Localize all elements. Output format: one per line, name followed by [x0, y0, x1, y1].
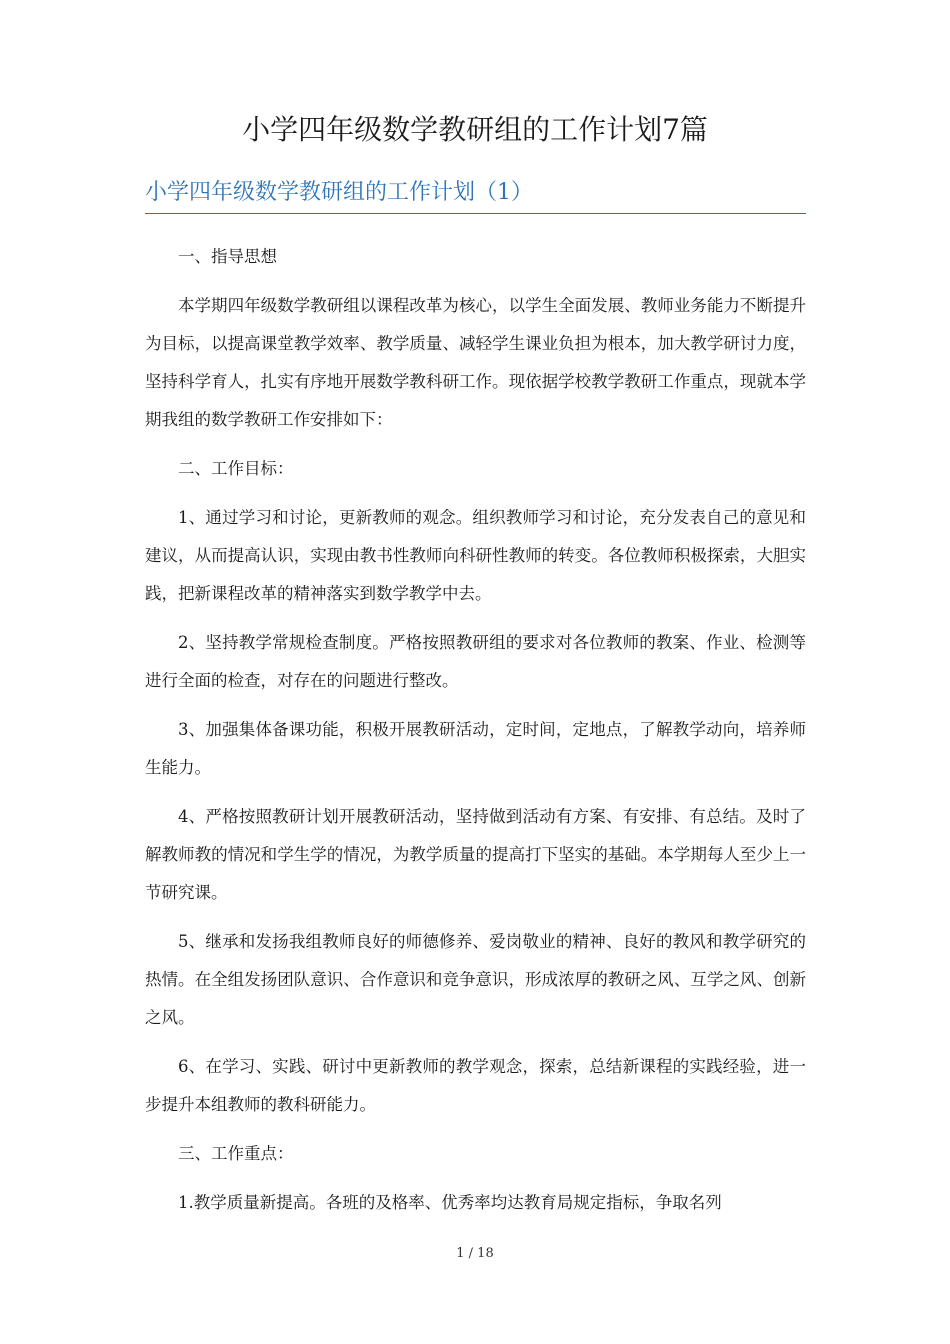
document-title: 小学四年级数学教研组的工作计划7篇: [242, 113, 708, 146]
goal-item-5: 5、继承和发扬我组教师良好的师德修养、爱岗敬业的精神、良好的教风和教学研究的热情。在全组发扬团队意识、合作意识和竞争意识，形成浓厚的教研之风、互学之风、创新之风。: [145, 932, 806, 1027]
heading-work-focus: 三、工作重点：: [178, 1144, 294, 1163]
goal-item-3: 3、加强集体备课功能，积极开展教研活动，定时间，定地点，了解教学动向，培养师生能力。: [145, 720, 806, 777]
paragraph-intro: 本学期四年级数学教研组以课程改革为核心，以学生全面发展、教师业务能力不断提升为目标，以提高课堂教学效率、教学质量、减轻学生课业负担为根本，加大教学研讨力度，坚持科学育人，扎实有序地开展数学教科研工作。现依据学校教学教研工作重点，现就本学期我组的数学教研工作安排如下：: [145, 296, 806, 429]
heading-guiding-ideology: 一、指导思想: [178, 247, 277, 266]
goal-item-4: 4、严格按照教研计划开展教研活动，坚持做到活动有方案、有安排、有总结。及时了解教师教的情况和学生学的情况，为教学质量的提高打下坚实的基础。本学期每人至少上一节研究课。: [145, 807, 806, 902]
goal-item-2: 2、坚持教学常规检查制度。严格按照教研组的要求对各位教师的教案、作业、检测等进行全面的检查，对存在的问题进行整改。: [145, 633, 806, 690]
goal-item-1: 1、通过学习和讨论，更新教师的观念。组织教师学习和讨论，充分发表自己的意见和建议，从而提高认识，实现由教书性教师向科研性教师的转变。各位教师积极探索，大胆实践，把新课程改革的精神落实到数学教学中去。: [145, 508, 806, 603]
document-body: [145, 238, 806, 1233]
goal-item-6: 6、在学习、实践、研讨中更新教师的教学观念，探索，总结新课程的实践经验，进一步提升本组教师的教科研能力。: [145, 1057, 806, 1114]
heading-work-goals: 二、工作目标：: [178, 459, 294, 478]
section-heading: 小学四年级数学教研组的工作计划（1）: [145, 176, 806, 214]
focus-item-1: 1.教学质量新提高。各班的及格率、优秀率均达教育局规定指标，争取名列: [178, 1193, 722, 1212]
page-number: 1 / 18: [456, 1246, 494, 1261]
